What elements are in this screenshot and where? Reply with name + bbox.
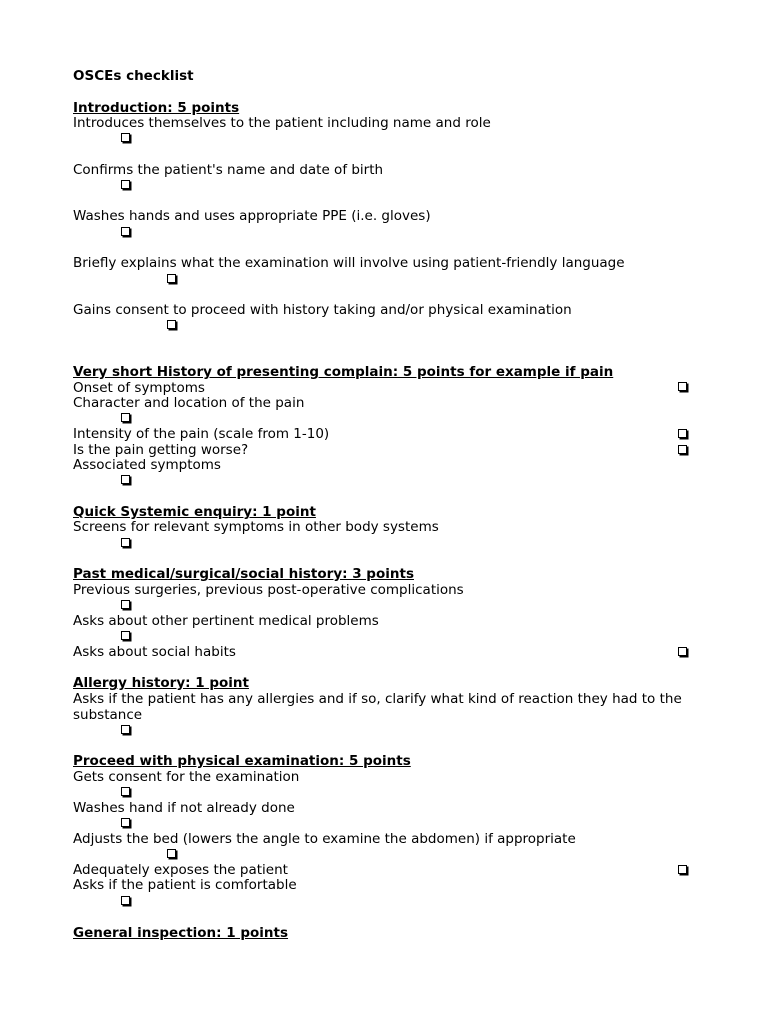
checklist-item: Adequately exposes the patient (73, 862, 288, 878)
checkbox-icon[interactable] (121, 818, 130, 827)
checklist-item: Introduces themselves to the patient including name and role (73, 115, 491, 131)
checklist-item: Asks about social habits (73, 644, 236, 660)
checklist-item: Screens for relevant symptoms in other body systems (73, 519, 439, 535)
checkbox-icon[interactable] (167, 274, 176, 283)
checklist-item: Is the pain getting worse? (73, 442, 249, 458)
checklist-item: Associated symptoms (73, 457, 221, 473)
checklist-item: Confirms the patient's name and date of birth (73, 162, 384, 178)
checkbox-icon[interactable] (678, 647, 687, 656)
checkbox-icon[interactable] (167, 849, 176, 858)
checklist-item: Washes hands and uses appropriate PPE (i.e. gloves) (73, 208, 431, 224)
checkbox-icon[interactable] (121, 631, 130, 640)
section-heading-general-inspection: General inspection: 1 points (73, 925, 289, 941)
section-heading-systemic-enquiry: Quick Systemic enquiry: 1 point (73, 504, 316, 520)
checkbox-icon[interactable] (678, 445, 687, 454)
checklist-item: Washes hand if not already done (73, 800, 295, 816)
checklist-item: Briefly explains what the examination will involve using patient-friendly language (73, 255, 625, 271)
checkbox-icon[interactable] (121, 725, 130, 734)
checkbox-icon[interactable] (121, 180, 130, 189)
document-title: OSCEs checklist (73, 68, 194, 84)
checkbox-icon[interactable] (678, 382, 687, 391)
section-heading-introduction: Introduction: 5 points (73, 100, 240, 116)
checklist-item: Intensity of the pain (scale from 1-10) (73, 426, 330, 442)
checkbox-icon[interactable] (678, 429, 687, 438)
section-heading-past-history: Past medical/surgical/social history: 3 points (73, 566, 414, 582)
checkbox-icon[interactable] (121, 896, 130, 905)
checklist-item: Gets consent for the examination (73, 769, 300, 785)
checklist-item: Asks about other pertinent medical problems (73, 613, 379, 629)
section-heading-history: Very short History of presenting complain: 5 points for example if pain (73, 364, 614, 380)
section-heading-allergy: Allergy history: 1 point (73, 675, 249, 691)
checkbox-icon[interactable] (121, 475, 130, 484)
checklist-item: Character and location of the pain (73, 395, 305, 411)
checkbox-icon[interactable] (121, 538, 130, 547)
checkbox-icon[interactable] (121, 413, 130, 422)
checklist-item: Onset of symptoms (73, 380, 205, 396)
checkbox-icon[interactable] (121, 227, 130, 236)
checkbox-icon[interactable] (167, 320, 176, 329)
checkbox-icon[interactable] (678, 865, 687, 874)
checklist-item: Gains consent to proceed with history taking and/or physical examination (73, 302, 572, 318)
checkbox-icon[interactable] (121, 133, 130, 142)
checklist-item: Asks if the patient has any allergies and if so, clarify what kind of reaction they had to the substance (73, 691, 682, 723)
checklist-item: Adjusts the bed (lowers the angle to examine the abdomen) if appropriate (73, 831, 576, 847)
section-heading-physical-examination: Proceed with physical examination: 5 points (73, 753, 411, 769)
checkbox-icon[interactable] (121, 600, 130, 609)
checklist-item: Asks if the patient is comfortable (73, 877, 297, 893)
checklist-item: Previous surgeries, previous post-operative complications (73, 582, 464, 598)
checkbox-icon[interactable] (121, 787, 130, 796)
